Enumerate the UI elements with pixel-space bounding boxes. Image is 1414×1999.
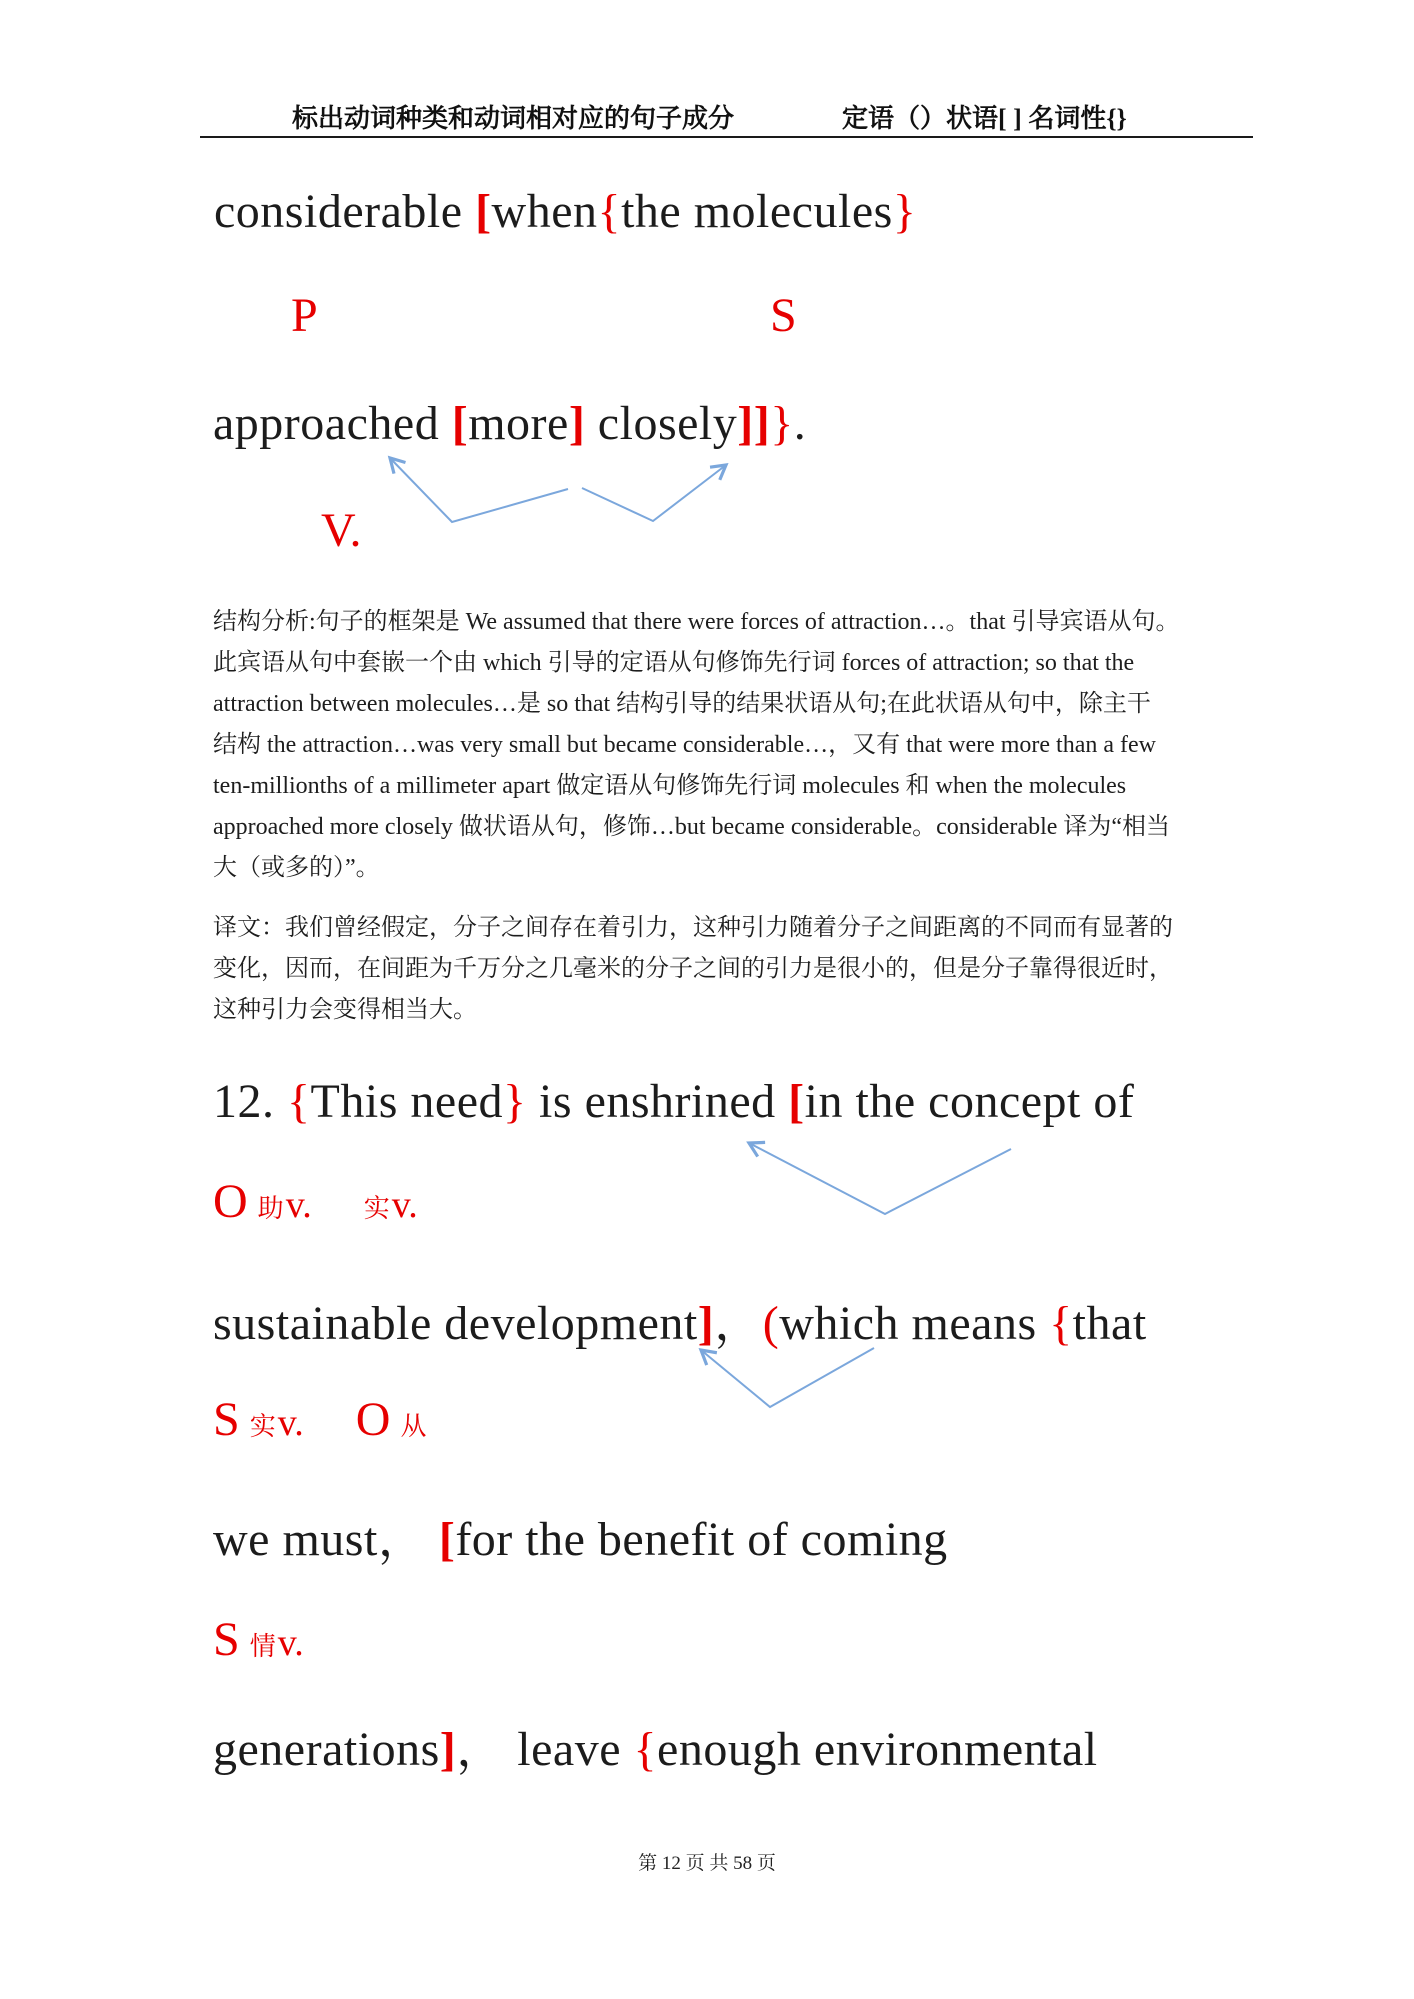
text-segment: for the benefit of coming xyxy=(455,1513,948,1566)
text-segment: generations xyxy=(213,1723,440,1776)
arrow-to-closely xyxy=(582,465,726,521)
text-segment: which means xyxy=(779,1297,1050,1350)
brace-close: } xyxy=(770,397,794,450)
text-segment: more xyxy=(468,397,569,450)
analysis-line: 此宾语从句中套嵌一个由 which 引导的定语从句修饰先行词 forces of attraction; so that the xyxy=(213,650,1135,676)
comma: ， xyxy=(456,1723,505,1776)
label-clause-cjk: 从 xyxy=(400,1412,427,1441)
text-segment: sustainable development xyxy=(213,1297,698,1350)
period: . xyxy=(793,397,807,450)
text-segment: is enshrined xyxy=(526,1075,789,1128)
text-segment: enough environmental xyxy=(657,1723,1098,1776)
text-segment: considerable xyxy=(214,185,476,238)
analysis-line: ten-millionths of a millimeter apart 做定语从句修饰先行词 molecules 和 when the molecules xyxy=(213,773,1127,799)
sentence12-line4 xyxy=(213,1722,1098,1777)
bracket-close: ] xyxy=(697,1297,715,1350)
label-row-subject-object xyxy=(213,1392,426,1447)
analysis-paragraph xyxy=(213,602,1273,889)
analysis-line: 结构 the attraction…was very small but became considerable…，又有 that were more than a few xyxy=(213,732,1157,758)
sentence11-line1 xyxy=(214,184,916,239)
analysis-line: approached more closely 做状语从句，修饰…but became considerable。considerable 译为“相当 xyxy=(213,814,1171,840)
brace-open: { xyxy=(1049,1297,1073,1350)
label-predicative: P xyxy=(291,289,318,342)
brace-close: } xyxy=(503,1075,527,1128)
arrow-to-development xyxy=(701,1348,874,1407)
text-segment: This need xyxy=(310,1075,503,1128)
text-segment: when xyxy=(491,185,598,238)
bracket-open: [ xyxy=(788,1075,805,1128)
label-object: O xyxy=(355,1393,391,1446)
analysis-line: attraction between molecules…是 so that 结构引导的结果状语从句;在此状语从句中，除主干 xyxy=(213,691,1151,717)
brace-open: { xyxy=(633,1723,658,1776)
bracket-open: [ xyxy=(475,185,492,238)
bracket-close: ] xyxy=(439,1723,457,1776)
label-object: O xyxy=(213,1175,248,1228)
label-verb-dot: v. xyxy=(285,1184,312,1226)
header-legend: 定语（）状语[ ] 名词性{} xyxy=(842,104,1127,133)
arrow-to-approached xyxy=(390,458,568,522)
label-row-subject-modal xyxy=(213,1612,304,1667)
bracket-open: [ xyxy=(451,397,469,450)
bracket-close: ] xyxy=(568,397,586,450)
translation-line: 这种引力会变得相当大。 xyxy=(213,997,477,1023)
brace-open: { xyxy=(597,185,622,238)
sentence12-line2 xyxy=(213,1296,1147,1351)
header-rule xyxy=(200,136,1253,138)
text-segment: that xyxy=(1072,1297,1147,1350)
text-segment: closely xyxy=(585,397,738,450)
header-title: 标出动词种类和动词相对应的句子成分 xyxy=(292,104,735,133)
brace-open: { xyxy=(287,1075,311,1128)
page-number: 第 12 页 共 58 页 xyxy=(638,1853,776,1874)
text-segment: approached xyxy=(213,397,452,450)
label-subject: S xyxy=(770,289,797,342)
label-verb-dot: v. xyxy=(277,1622,304,1664)
label-subject: S xyxy=(213,1393,240,1446)
bracket-open: [ xyxy=(438,1513,456,1566)
item-number: 12. xyxy=(213,1075,287,1128)
label-aux-cjk: 助 xyxy=(257,1194,284,1223)
brace-close: } xyxy=(892,185,917,238)
analysis-line: 大（或多的）”。 xyxy=(213,855,380,881)
label-subject: S xyxy=(213,1613,240,1666)
translation-line: 变化，因而，在间距为千万分之几毫米的分子之间的引力是很小的，但是分子靠得很近时， xyxy=(213,956,1173,982)
label-verb-dot: v. xyxy=(391,1184,418,1226)
sentence11-line2 xyxy=(213,396,806,451)
label-main-cjk: 实 xyxy=(249,1412,276,1441)
text-segment: leave xyxy=(504,1723,634,1776)
translation-line: 译文：我们曾经假定，分子之间存在着引力，这种引力随着分子之间距离的不同而有显著的 xyxy=(213,915,1173,941)
analysis-line: 结构分析:句子的框架是 We assumed that there were forces of attraction…。that 引导宾语从句。 xyxy=(213,609,1180,635)
sentence12-line1 xyxy=(213,1074,1134,1129)
brackets-close: ]] xyxy=(737,397,771,450)
arrow-to-enshrined xyxy=(749,1143,1011,1214)
text-segment: in the concept of xyxy=(804,1075,1135,1128)
sentence12-line3 xyxy=(213,1512,948,1567)
label-main-cjk: 实 xyxy=(363,1194,390,1223)
label-row-object-verbs xyxy=(213,1174,418,1229)
translation-paragraph xyxy=(213,908,1273,1031)
text-segment: we must， xyxy=(213,1513,439,1566)
paren-open: ( xyxy=(762,1297,780,1350)
label-verb-dot: v. xyxy=(277,1402,304,1444)
label-verb: V. xyxy=(321,504,362,557)
text-segment: the molecules xyxy=(621,185,893,238)
comma: ， xyxy=(714,1297,763,1350)
label-modal-cjk: 情 xyxy=(249,1632,276,1661)
